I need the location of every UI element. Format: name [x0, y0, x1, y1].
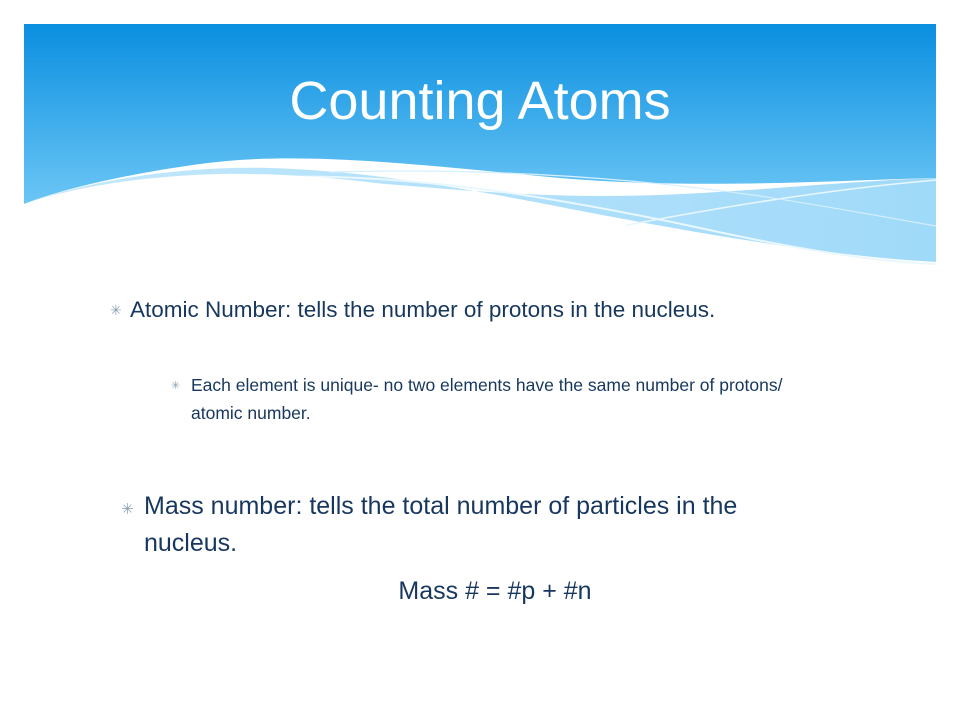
asterisk-bullet-icon: ✳ [110, 303, 122, 319]
bullet-text: Mass number: tells the total number of particles in the nucleus. [144, 492, 738, 557]
mass-number-formula: Mass # = #p + #n [398, 577, 592, 605]
bullet-text: Atomic Number: tells the number of protons in the nucleus. [130, 297, 716, 322]
bullet-text: Each element is unique- no two elements have the same number of protons/ atomic number. [191, 375, 783, 423]
asterisk-bullet-icon: ✳ [121, 500, 134, 518]
bullet-mass-number [121, 488, 821, 562]
asterisk-bullet-icon: ✳ [171, 379, 181, 392]
sub-bullet-unique-element [171, 371, 831, 427]
bullet-atomic-number [110, 292, 830, 329]
slide-title: Counting Atoms [289, 71, 671, 131]
